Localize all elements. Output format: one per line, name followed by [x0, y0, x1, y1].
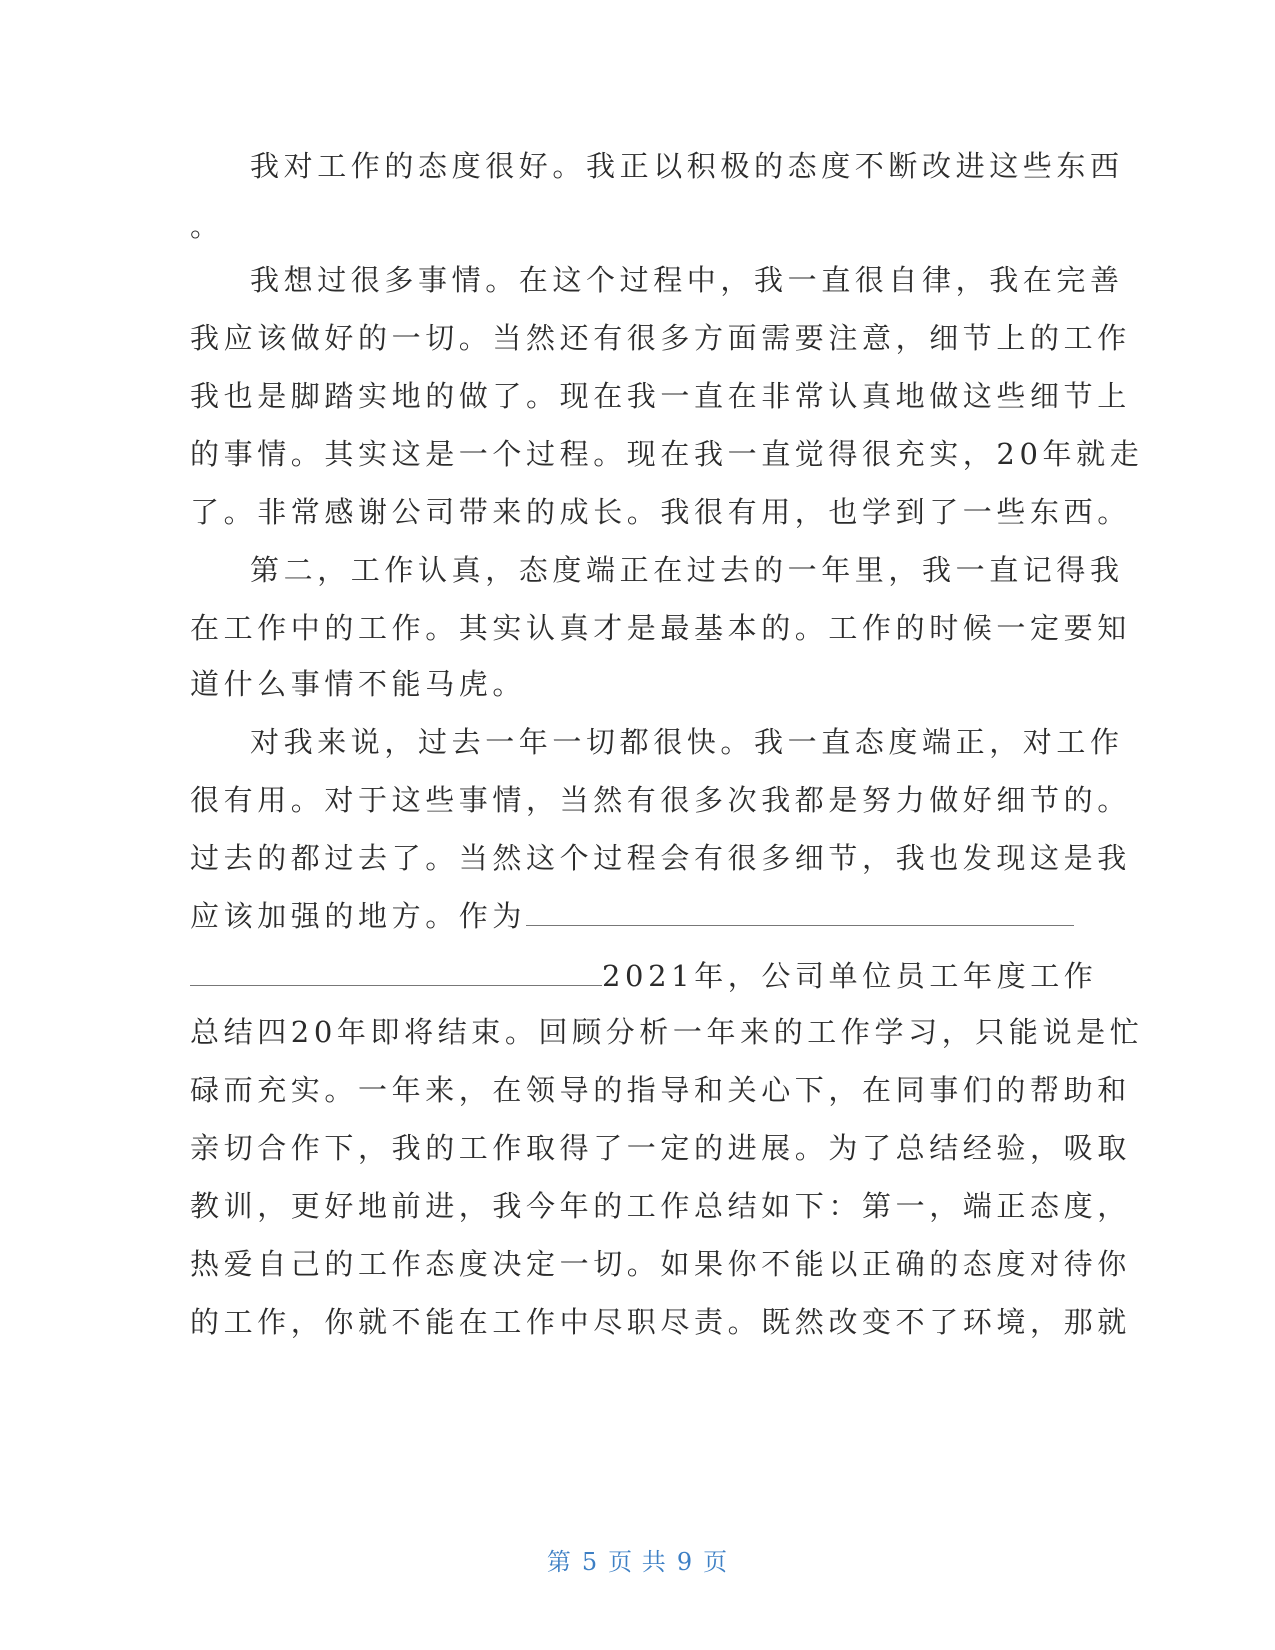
paragraph-4-line-11: 的工作，你就不能在工作中尽职尽责。既然改变不了环境，那就	[190, 1305, 1131, 1339]
page-number-footer	[0, 1542, 1275, 1577]
footer-middle: 页 共	[608, 1548, 667, 1576]
paragraph-3-line-2: 在工作中的工作。其实认真才是最基本的。工作的时候一定要知	[190, 611, 1131, 645]
total-pages-number: 9	[676, 1548, 694, 1576]
paragraph-2-line-4: 的事情。其实这是一个过程。现在我一直觉得很充实，20年就走	[190, 437, 1144, 471]
paragraph-4-line-8: 亲切合作下，我的工作取得了一定的进展。为了总结经验，吸取	[190, 1131, 1131, 1165]
paragraph-2-line-5: 了。非常感谢公司带来的成长。我很有用，也学到了一些东西。	[190, 495, 1131, 529]
paragraph-2-line-3: 我也是脚踏实地的做了。现在我一直在非常认真地做这些细节上	[190, 379, 1131, 413]
paragraph-4-line-4-text: 应该加强的地方。作为	[190, 899, 527, 933]
paragraph-1-line-1: 我对工作的态度很好。我正以积极的态度不断改进这些东西	[250, 149, 1124, 183]
paragraph-4-line-5-text: 2021年，公司单位员工年度工作	[602, 959, 1098, 993]
paragraph-3-line-1: 第二，工作认真，态度端正在过去的一年里，我一直记得我	[250, 553, 1124, 587]
blank-underline-1	[526, 925, 1074, 926]
paragraph-3-line-3: 道什么事情不能马虎。	[190, 667, 527, 701]
paragraph-4-line-6: 总结四20年即将结束。回顾分析一年来的工作学习，只能说是忙	[190, 1015, 1144, 1049]
current-page-number: 5	[581, 1548, 599, 1576]
paragraph-1-line-2: 。	[190, 209, 224, 243]
paragraph-4-line-3: 过去的都过去了。当然这个过程会有很多细节，我也发现这是我	[190, 841, 1131, 875]
blank-underline-2	[190, 985, 602, 986]
paragraph-4-line-10: 热爱自己的工作态度决定一切。如果你不能以正确的态度对待你	[190, 1247, 1131, 1281]
paragraph-2-line-2: 我应该做好的一切。当然还有很多方面需要注意，细节上的工作	[190, 321, 1131, 355]
footer-prefix: 第	[546, 1548, 572, 1576]
paragraph-4-line-1: 对我来说，过去一年一切都很快。我一直态度端正，对工作	[250, 725, 1124, 759]
paragraph-2-line-1: 我想过很多事情。在这个过程中，我一直很自律，我在完善	[250, 263, 1124, 297]
footer-suffix: 页	[703, 1548, 729, 1576]
paragraph-4-line-5	[190, 956, 1098, 996]
paragraph-4-line-9: 教训，更好地前进，我今年的工作总结如下：第一，端正态度，	[190, 1189, 1131, 1223]
paragraph-4-line-7: 碌而充实。一年来，在领导的指导和关心下，在同事们的帮助和	[190, 1073, 1131, 1107]
paragraph-4-line-4	[190, 896, 1070, 936]
paragraph-4-line-2: 很有用。对于这些事情，当然有很多次我都是努力做好细节的。	[190, 783, 1131, 817]
